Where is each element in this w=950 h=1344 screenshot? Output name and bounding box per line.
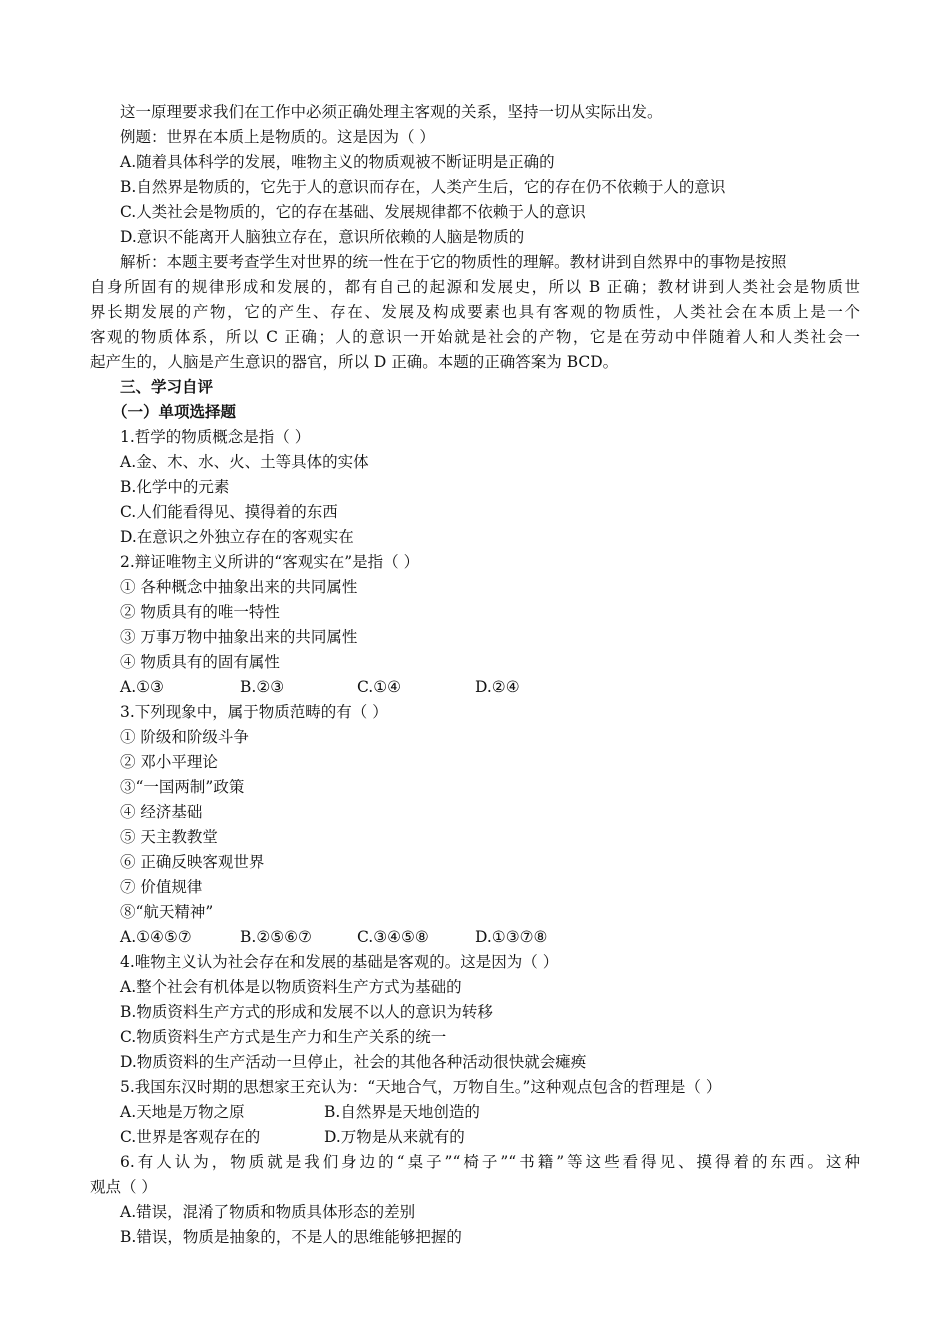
answer-option: C.①④ — [357, 678, 402, 696]
answer-option: A.天地是万物之原 — [120, 1103, 245, 1121]
answer-option: A.①③ — [120, 678, 164, 696]
option-line: A.错误，混淆了物质和物质具体形态的差别 — [120, 1203, 416, 1221]
question-line: 2.辩证唯物主义所讲的“客观实在”是指（ ） — [120, 553, 420, 571]
analysis-line: 起产生的，人脑是产生意识的器官，所以 D 正确。本题的正确答案为 BCD。 — [90, 353, 619, 371]
statement-line: ③“一国两制”政策 — [120, 778, 245, 796]
question-line: 1.哲学的物质概念是指（ ） — [120, 428, 311, 446]
option-line: A.随着具体科学的发展，唯物主义的物质观被不断证明是正确的 — [120, 153, 555, 171]
statement-line: ④ 物质具有的固有属性 — [120, 653, 280, 671]
answer-option: B.②③ — [240, 678, 285, 696]
option-line: D.在意识之外独立存在的客观实在 — [120, 528, 354, 546]
analysis-line: 自身所固有的规律形成和发展的，都有自己的起源和发展史，所以 B 正确；教材讲到人类社会是物质世 — [90, 278, 860, 296]
statement-line: ② 物质具有的唯一特性 — [120, 603, 280, 621]
statement-line: ① 阶级和阶级斗争 — [120, 728, 249, 746]
option-line: B.物质资料生产方式的形成和发展不以人的意识为转移 — [120, 1003, 493, 1021]
answer-option: B.自然界是天地创造的 — [324, 1103, 480, 1121]
statement-line: ⑥ 正确反映客观世界 — [120, 853, 265, 871]
question-line: 观点（ ） — [90, 1178, 157, 1196]
subsection-heading: （一）单项选择题 — [112, 403, 237, 421]
statement-line: ② 邓小平理论 — [120, 753, 218, 771]
answer-option: B.②⑤⑥⑦ — [240, 928, 312, 946]
statement-line: ① 各种概念中抽象出来的共同属性 — [120, 578, 358, 596]
example-question: 例题：世界在本质上是物质的。这是因为（ ） — [120, 128, 435, 146]
section-heading: 三、学习自评 — [120, 378, 214, 396]
option-line: D.物质资料的生产活动一旦停止，社会的其他各种活动很快就会瘫痪 — [120, 1053, 587, 1071]
answer-option: C.世界是客观存在的 — [120, 1128, 261, 1146]
answer-option: D.万物是从来就有的 — [324, 1128, 465, 1146]
option-line: B.错误，物质是抽象的，不是人的思维能够把握的 — [120, 1228, 462, 1246]
analysis-line: 界长期发展的产物，它的产生、存在、发展及构成要素也具有客观的物质性，人类社会在本质上是一个 — [90, 303, 860, 321]
answer-option: A.①④⑤⑦ — [120, 928, 192, 946]
statement-line: ⑦ 价值规律 — [120, 878, 203, 896]
text-line: 这一原理要求我们在工作中必须正确处理主客观的关系，坚持一切从实际出发。 — [120, 103, 663, 121]
answer-option: C.③④⑤⑧ — [357, 928, 429, 946]
option-line: C.人类社会是物质的，它的存在基础、发展规律都不依赖于人的意识 — [120, 203, 586, 221]
statement-line: ⑧“航天精神” — [120, 903, 214, 921]
question-line: 5.我国东汉时期的思想家王充认为：“天地合气，万物自生。”这种观点包含的哲理是（ ） — [120, 1078, 722, 1096]
answer-option: D.①③⑦⑧ — [475, 928, 548, 946]
option-line: D.意识不能离开人脑独立存在，意识所依赖的人脑是物质的 — [120, 228, 525, 246]
option-line: A.整个社会有机体是以物质资料生产方式为基础的 — [120, 978, 462, 996]
statement-line: ③ 万事万物中抽象出来的共同属性 — [120, 628, 358, 646]
answer-option: D.②④ — [475, 678, 520, 696]
question-line: 6.有人认为，物质就是我们身边的“桌子”“椅子”“书籍”等这些看得见、摸得着的东西。这种 — [120, 1153, 860, 1171]
option-line: B.自然界是物质的，它先于人的意识而存在，人类产生后，它的存在仍不依赖于人的意识 — [120, 178, 726, 196]
option-line: A.金、木、水、火、土等具体的实体 — [120, 453, 369, 471]
question-line: 4.唯物主义认为社会存在和发展的基础是客观的。这是因为（ ） — [120, 953, 559, 971]
statement-line: ⑤ 天主教教堂 — [120, 828, 218, 846]
option-line: C.人们能看得见、摸得着的东西 — [120, 503, 338, 521]
option-line: C.物质资料生产方式是生产力和生产关系的统一 — [120, 1028, 447, 1046]
option-line: B.化学中的元素 — [120, 478, 230, 496]
statement-line: ④ 经济基础 — [120, 803, 203, 821]
analysis-line: 解析：本题主要考查学生对世界的统一性在于它的物质性的理解。教材讲到自然界中的事物是按照 — [120, 253, 787, 271]
question-line: 3.下列现象中，属于物质范畴的有（ ） — [120, 703, 388, 721]
analysis-line: 客观的物质体系，所以 C 正确；人的意识一开始就是社会的产物，它是在劳动中伴随着人和人类社会一 — [90, 328, 860, 346]
